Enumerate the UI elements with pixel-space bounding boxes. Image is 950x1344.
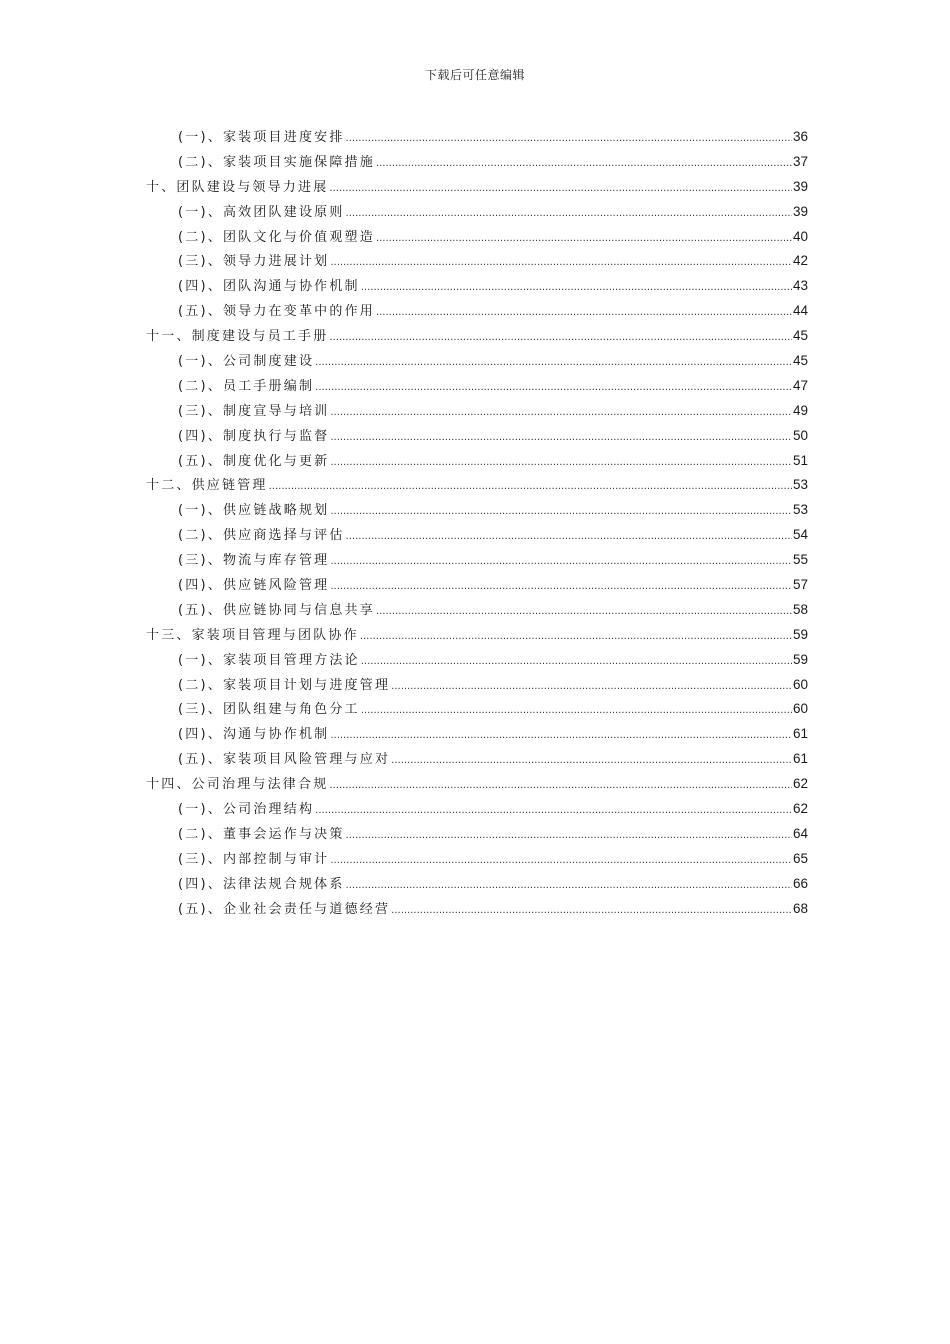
toc-entry-title: 十三、家装项目管理与团队协作 — [146, 627, 359, 643]
toc-entry[interactable] — [146, 249, 808, 274]
toc-dot-leader — [346, 202, 792, 227]
toc-entry-page-number: 39 — [792, 178, 808, 194]
toc-dot-leader — [330, 500, 792, 525]
toc-entry[interactable] — [146, 225, 808, 250]
toc-entry-title: (三)、团队组建与角色分工 — [178, 702, 360, 718]
toc-entry-page-number: 36 — [792, 129, 808, 144]
toc-entry[interactable] — [146, 498, 808, 523]
toc-entry[interactable] — [146, 523, 808, 548]
toc-entry-title: (二)、员工手册编制 — [178, 378, 315, 394]
toc-entry[interactable] — [146, 648, 808, 673]
toc-dot-leader — [329, 326, 792, 351]
toc-dot-leader — [330, 849, 792, 874]
toc-dot-leader — [329, 177, 792, 202]
toc-entry-title: (四)、沟通与协作机制 — [178, 727, 330, 743]
toc-entry[interactable] — [146, 374, 808, 399]
toc-dot-leader — [330, 251, 792, 276]
toc-entry-page-number: 43 — [792, 278, 808, 294]
toc-entry-page-number: 66 — [792, 875, 808, 891]
toc-entry-page-number: 42 — [792, 253, 808, 269]
toc-dot-leader — [329, 774, 792, 799]
toc-entry[interactable] — [146, 673, 808, 698]
toc-entry-title: (五)、领导力在变革中的作用 — [178, 304, 375, 320]
toc-entry-title: (三)、制度宣导与培训 — [178, 403, 330, 419]
toc-entry-title: 十、团队建设与领导力进展 — [146, 179, 329, 195]
toc-entry-page-number: 60 — [792, 701, 808, 717]
toc-dot-leader — [360, 625, 792, 650]
toc-dot-leader — [391, 899, 792, 924]
toc-entry[interactable] — [146, 424, 808, 449]
toc-dot-leader — [346, 525, 792, 550]
toc-dot-leader — [376, 227, 792, 252]
toc-entry-page-number: 40 — [792, 228, 808, 244]
toc-entry-title: (一)、高效团队建设原则 — [178, 204, 345, 220]
toc-entry[interactable] — [146, 623, 808, 648]
toc-entry-title: (二)、家装项目计划与进度管理 — [178, 677, 391, 693]
toc-entry-page-number: 53 — [792, 477, 808, 493]
toc-entry[interactable] — [146, 299, 808, 324]
toc-entry[interactable] — [146, 473, 808, 498]
toc-entry-title: 十一、制度建设与员工手册 — [146, 329, 329, 345]
toc-entry-title: (四)、制度执行与监督 — [178, 428, 330, 444]
toc-entry-title: (一)、家装项目管理方法论 — [178, 652, 360, 668]
toc-entry-title: (五)、供应链协同与信息共享 — [178, 602, 375, 618]
toc-entry[interactable] — [146, 797, 808, 822]
toc-entry-title: (四)、法律法规合规体系 — [178, 876, 345, 892]
toc-dot-leader — [376, 301, 792, 326]
toc-entry-page-number: 59 — [792, 626, 808, 642]
toc-dot-leader — [361, 650, 792, 675]
toc-entry[interactable] — [146, 399, 808, 424]
toc-entry[interactable] — [146, 772, 808, 797]
toc-entry-title: (二)、团队文化与价值观塑造 — [178, 229, 375, 245]
toc-dot-leader — [315, 351, 792, 376]
toc-dot-leader — [330, 451, 792, 476]
toc-entry-title: (一)、家装项目进度安排 — [178, 130, 345, 145]
toc-dot-leader — [330, 575, 792, 600]
toc-entry-title: (五)、企业社会责任与道德经营 — [178, 901, 391, 917]
toc-entry[interactable] — [146, 324, 808, 349]
toc-entry-page-number: 57 — [792, 577, 808, 593]
toc-entry[interactable] — [146, 897, 808, 922]
toc-entry[interactable] — [146, 125, 808, 150]
toc-entry[interactable] — [146, 697, 808, 722]
toc-entry-title: (三)、内部控制与审计 — [178, 851, 330, 867]
toc-entry-page-number: 61 — [792, 726, 808, 742]
toc-entry-page-number: 37 — [792, 153, 808, 169]
toc-entry[interactable] — [146, 449, 808, 474]
toc-entry-title: (五)、制度优化与更新 — [178, 453, 330, 469]
toc-entry-page-number: 45 — [792, 353, 808, 369]
toc-entry-page-number: 47 — [792, 377, 808, 393]
toc-entry-page-number: 64 — [792, 825, 808, 841]
page-header: 下载后可任意编辑 — [424, 68, 525, 82]
toc-entry[interactable] — [146, 274, 808, 299]
toc-entry-title: 十二、供应链管理 — [146, 478, 268, 494]
toc-entry[interactable] — [146, 822, 808, 847]
toc-entry-title: (一)、公司治理结构 — [178, 802, 315, 818]
toc-entry-page-number: 55 — [792, 552, 808, 568]
toc-dot-leader — [330, 724, 792, 749]
toc-dot-leader — [269, 475, 792, 500]
toc-dot-leader — [315, 376, 792, 401]
toc-dot-leader — [376, 600, 792, 625]
toc-entry-page-number: 53 — [792, 502, 808, 518]
toc-entry-title: (二)、家装项目实施保障措施 — [178, 154, 375, 170]
toc-entry[interactable] — [146, 150, 808, 175]
toc-dot-leader — [391, 749, 792, 774]
toc-dot-leader — [346, 127, 792, 152]
toc-entry-page-number: 59 — [792, 651, 808, 667]
toc-entry-title: (四)、供应链风险管理 — [178, 578, 330, 594]
toc-entry-page-number: 54 — [792, 527, 808, 543]
toc-entry[interactable] — [146, 722, 808, 747]
toc-entry-page-number: 39 — [792, 203, 808, 219]
table-of-contents — [146, 125, 808, 922]
toc-dot-leader — [346, 824, 792, 849]
toc-entry-page-number: 44 — [792, 303, 808, 319]
toc-entry[interactable] — [146, 598, 808, 623]
toc-entry-page-number: 50 — [792, 427, 808, 443]
toc-entry[interactable] — [146, 747, 808, 772]
toc-dot-leader — [315, 799, 792, 824]
toc-entry-page-number: 58 — [792, 601, 808, 617]
toc-dot-leader — [330, 401, 792, 426]
toc-entry-page-number: 68 — [792, 900, 808, 916]
toc-entry-title: (二)、供应商选择与评估 — [178, 528, 345, 544]
toc-entry-title: (四)、团队沟通与协作机制 — [178, 279, 360, 295]
toc-dot-leader — [361, 276, 792, 301]
toc-entry[interactable] — [146, 349, 808, 374]
toc-entry-title: (三)、领导力进展计划 — [178, 254, 330, 270]
toc-dot-leader — [376, 152, 792, 177]
toc-entry[interactable] — [146, 200, 808, 225]
toc-entry-page-number: 61 — [792, 751, 808, 767]
toc-entry-page-number: 51 — [792, 452, 808, 468]
toc-entry-page-number: 49 — [792, 402, 808, 418]
toc-dot-leader — [330, 550, 792, 575]
toc-dot-leader — [391, 675, 792, 700]
toc-entry-title: (五)、家装项目风险管理与应对 — [178, 752, 391, 768]
toc-entry[interactable] — [146, 175, 808, 200]
toc-entry-page-number: 62 — [792, 801, 808, 817]
toc-entry-title: 十四、公司治理与法律合规 — [146, 777, 329, 793]
toc-entry-page-number: 45 — [792, 328, 808, 344]
toc-entry[interactable] — [146, 847, 808, 872]
toc-dot-leader — [346, 874, 792, 899]
toc-entry-title: (二)、董事会运作与决策 — [178, 826, 345, 842]
toc-entry[interactable] — [146, 872, 808, 897]
toc-entry-title: (一)、公司制度建设 — [178, 354, 315, 370]
toc-dot-leader — [361, 699, 792, 724]
toc-entry-page-number: 62 — [792, 776, 808, 792]
toc-entry-title: (三)、物流与库存管理 — [178, 553, 330, 569]
toc-entry-page-number: 65 — [792, 850, 808, 866]
toc-entry-page-number: 60 — [792, 676, 808, 692]
toc-dot-leader — [330, 426, 792, 451]
toc-entry[interactable] — [146, 573, 808, 598]
toc-entry[interactable] — [146, 548, 808, 573]
toc-entry-title: (一)、供应链战略规划 — [178, 503, 330, 519]
